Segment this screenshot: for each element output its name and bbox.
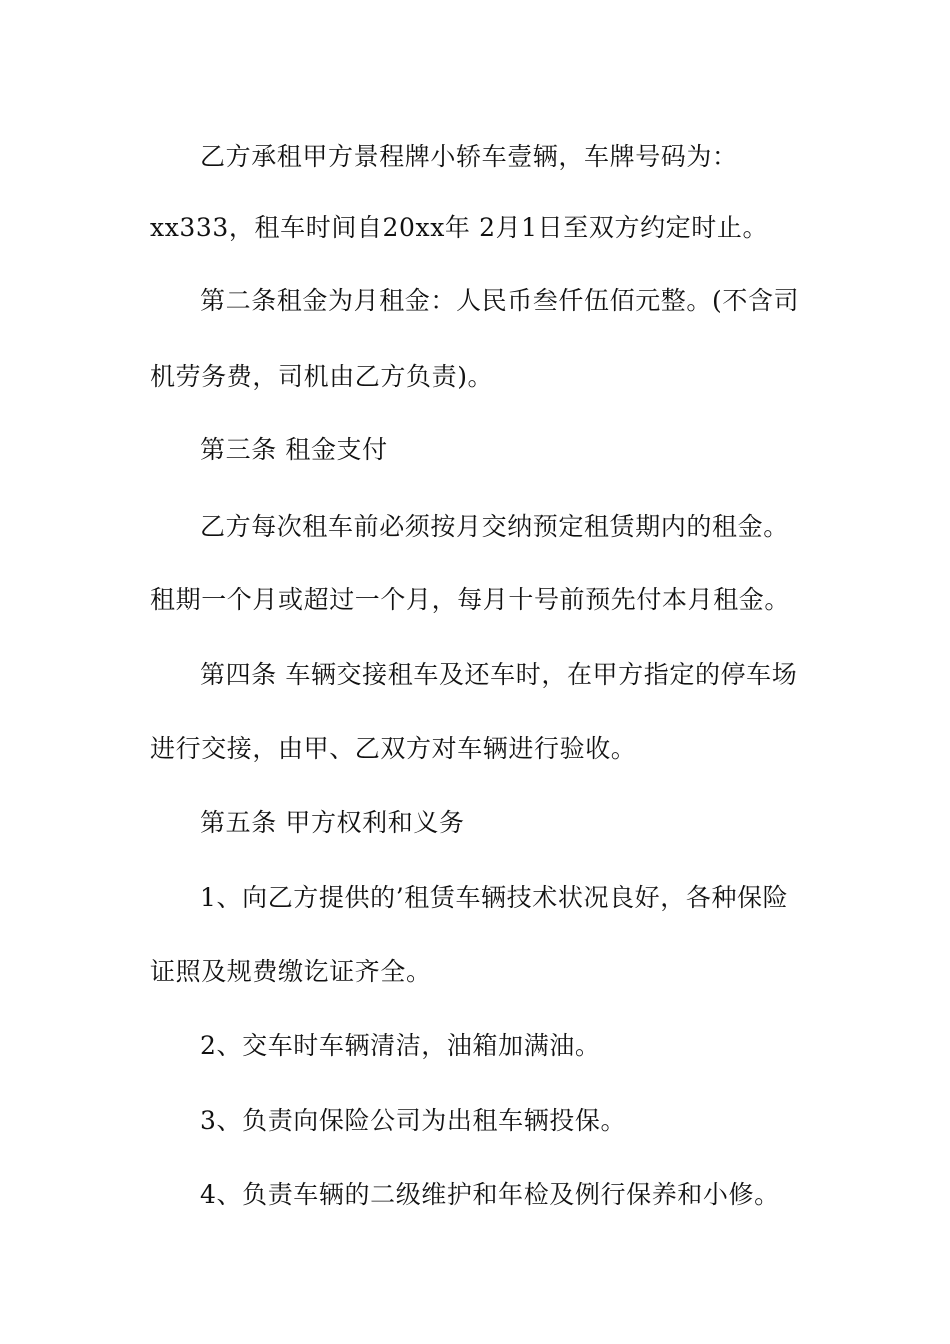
list-item: 3、负责向保险公司为出租车辆投保。 — [200, 1106, 627, 1135]
list-item: 4、负责车辆的二级维护和年检及例行保养和小修。 — [200, 1180, 780, 1209]
paragraph-line: 第四条 车辆交接租车及还车时，在甲方指定的停车场 — [200, 660, 798, 689]
paragraph-line: 租期一个月或超过一个月，每月十号前预先付本月租金。 — [150, 585, 791, 614]
section-heading: 第三条 租金支付 — [200, 435, 388, 464]
list-item: 1、向乙方提供的’租赁车辆技术状况良好，各种保险 — [200, 883, 789, 912]
paragraph-line: 乙方每次租车前必须按月交纳预定租赁期内的租金。 — [200, 512, 789, 541]
paragraph-line: xx333，租车时间自20xx年 2月1日至双方约定时止。 — [150, 213, 769, 242]
paragraph-line: 机劳务费，司机由乙方负责)。 — [150, 362, 494, 391]
paragraph-line: 证照及规费缴讫证齐全。 — [150, 957, 432, 986]
section-heading: 第五条 甲方权利和义务 — [200, 808, 465, 837]
paragraph-line: 进行交接，由甲、乙双方对车辆进行验收。 — [150, 734, 637, 763]
paragraph-line: 第二条租金为月租金：人民币叁仟伍佰元整。(不含司 — [200, 286, 800, 315]
paragraph-line: 乙方承租甲方景程牌小轿车壹辆，车牌号码为： — [200, 142, 738, 171]
list-item: 2、交车时车辆清洁，油箱加满油。 — [200, 1031, 601, 1060]
